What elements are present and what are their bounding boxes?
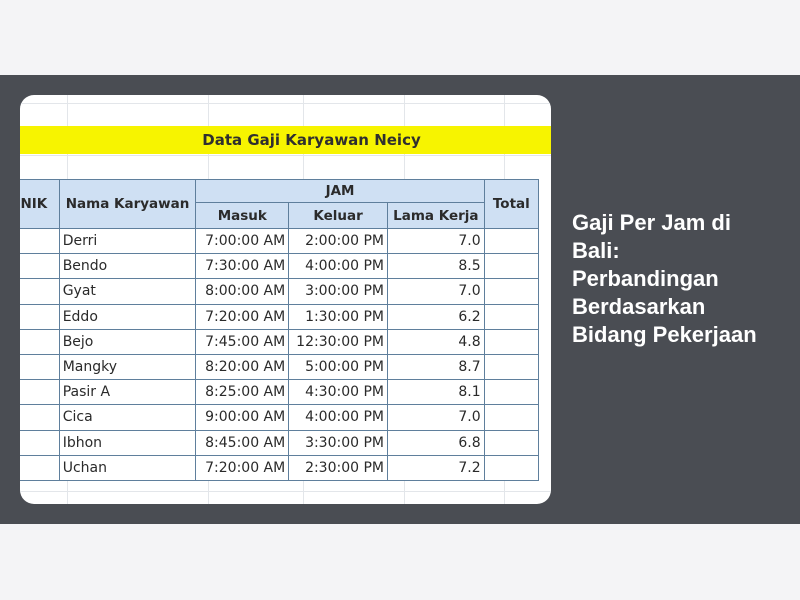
nik-cell <box>20 455 59 480</box>
masuk-cell: 8:20:00 AM <box>196 354 289 379</box>
header-masuk: Masuk <box>196 203 289 229</box>
masuk-cell: 7:20:00 AM <box>196 455 289 480</box>
masuk-cell: 9:00:00 AM <box>196 405 289 430</box>
header-total: Total <box>484 180 538 229</box>
nama-cell: Bendo <box>59 254 196 279</box>
table-row <box>20 229 539 254</box>
nama-cell: Cica <box>59 405 196 430</box>
nama-cell: Derri <box>59 229 196 254</box>
total-cell <box>484 329 538 354</box>
nama-cell: Eddo <box>59 304 196 329</box>
keluar-cell: 5:00:00 PM <box>289 354 388 379</box>
keluar-cell: 2:00:00 PM <box>289 229 388 254</box>
header-jam: JAM <box>196 180 484 203</box>
keluar-cell: 2:30:00 PM <box>289 455 388 480</box>
keluar-cell: 1:30:00 PM <box>289 304 388 329</box>
keluar-cell: 3:00:00 PM <box>289 279 388 304</box>
grid-line <box>20 491 551 492</box>
header-nama: Nama Karyawan <box>59 180 196 229</box>
total-cell <box>484 354 538 379</box>
spreadsheet-image <box>20 95 551 504</box>
table-row <box>20 405 539 430</box>
lama-kerja-cell: 8.5 <box>388 254 485 279</box>
keluar-cell: 4:00:00 PM <box>289 405 388 430</box>
keluar-cell: 3:30:00 PM <box>289 430 388 455</box>
nama-cell: Gyat <box>59 279 196 304</box>
content-band <box>0 75 800 524</box>
nik-cell <box>20 279 59 304</box>
lama-kerja-cell: 7.0 <box>388 279 485 304</box>
table-row <box>20 329 539 354</box>
nama-cell: Uchan <box>59 455 196 480</box>
total-cell <box>484 229 538 254</box>
masuk-cell: 7:00:00 AM <box>196 229 289 254</box>
sheet-title: Data Gaji Karyawan Neicy <box>20 126 551 154</box>
masuk-cell: 7:20:00 AM <box>196 304 289 329</box>
salary-table <box>20 179 539 481</box>
header-lama-kerja: Lama Kerja <box>388 203 485 229</box>
table-row <box>20 254 539 279</box>
lama-kerja-cell: 7.2 <box>388 455 485 480</box>
table-row <box>20 430 539 455</box>
nama-cell: Ibhon <box>59 430 196 455</box>
table-row <box>20 279 539 304</box>
nik-cell <box>20 329 59 354</box>
nik-cell <box>20 229 59 254</box>
grid-line <box>20 155 551 156</box>
grid-line <box>20 103 551 104</box>
masuk-cell: 8:45:00 AM <box>196 430 289 455</box>
table-row <box>20 455 539 480</box>
lama-kerja-cell: 8.7 <box>388 354 485 379</box>
nik-cell <box>20 304 59 329</box>
keluar-cell: 4:30:00 PM <box>289 380 388 405</box>
masuk-cell: 8:25:00 AM <box>196 380 289 405</box>
nama-cell: Pasir A <box>59 380 196 405</box>
nik-cell <box>20 430 59 455</box>
total-cell <box>484 254 538 279</box>
keluar-cell: 12:30:00 PM <box>289 329 388 354</box>
lama-kerja-cell: 6.2 <box>388 304 485 329</box>
nik-cell <box>20 354 59 379</box>
lama-kerja-cell: 7.0 <box>388 229 485 254</box>
total-cell <box>484 455 538 480</box>
article-heading: Gaji Per Jam di Bali: Perbandingan Berdasarkan Bidang Pekerjaan <box>572 210 757 347</box>
header-keluar: Keluar <box>289 203 388 229</box>
lama-kerja-cell: 7.0 <box>388 405 485 430</box>
keluar-cell: 4:00:00 PM <box>289 254 388 279</box>
table-row <box>20 380 539 405</box>
total-cell <box>484 380 538 405</box>
nik-cell <box>20 254 59 279</box>
nama-cell: Bejo <box>59 329 196 354</box>
masuk-cell: 7:45:00 AM <box>196 329 289 354</box>
masuk-cell: 7:30:00 AM <box>196 254 289 279</box>
total-cell <box>484 430 538 455</box>
masuk-cell: 8:00:00 AM <box>196 279 289 304</box>
lama-kerja-cell: 4.8 <box>388 329 485 354</box>
nama-cell: Mangky <box>59 354 196 379</box>
total-cell <box>484 405 538 430</box>
lama-kerja-cell: 6.8 <box>388 430 485 455</box>
spreadsheet-grid <box>20 95 551 504</box>
table-row <box>20 304 539 329</box>
header-nik: NIK <box>20 180 59 229</box>
table-row <box>20 354 539 379</box>
total-cell <box>484 279 538 304</box>
lama-kerja-cell: 8.1 <box>388 380 485 405</box>
nik-cell <box>20 380 59 405</box>
total-cell <box>484 304 538 329</box>
nik-cell <box>20 405 59 430</box>
